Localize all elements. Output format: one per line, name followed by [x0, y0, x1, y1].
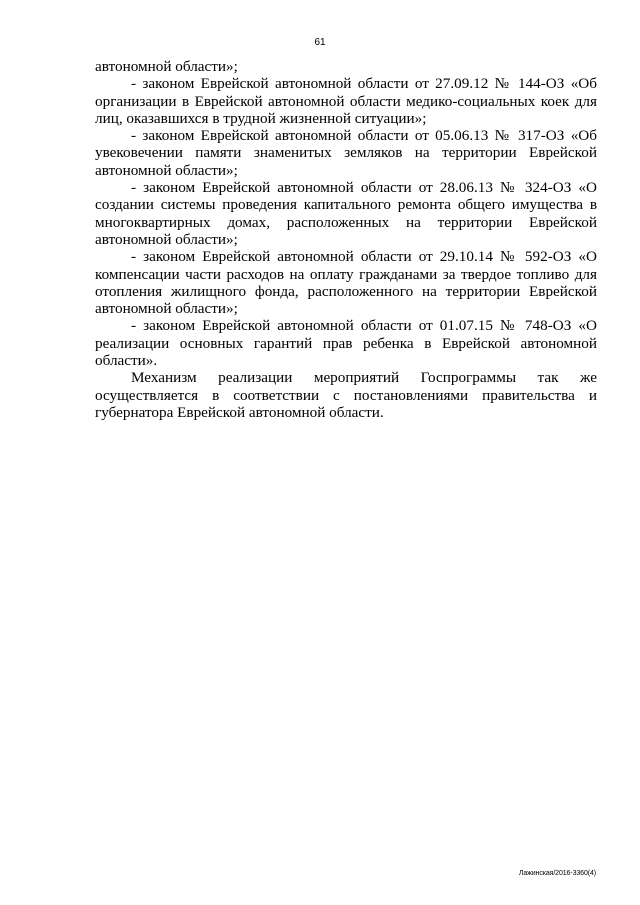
- paragraph-law-592: - законом Еврейской автономной области от 29.10.14 № 592-ОЗ «О компенсации части расходов на оплату гражданами за твердое топливо для отопления жилищного фонда, расположенного на территории Еврейской автономной области»;: [95, 248, 597, 318]
- paragraph-law-144: - законом Еврейской автономной области от 27.09.12 № 144-ОЗ «Об организации в Еврейской автономной области медико-социальных коек для лиц, оказавшихся в трудной жизненной ситуации»;: [95, 75, 597, 127]
- page-number: 61: [314, 37, 326, 48]
- paragraph-law-748: - законом Еврейской автономной области от 01.07.15 № 748-ОЗ «О реализации основных гарантий прав ребенка в Еврейской автономной области».: [95, 317, 597, 370]
- document-body: [95, 58, 597, 421]
- paragraph-law-317: - законом Еврейской автономной области от 05.06.13 № 317-ОЗ «Об увековечении памяти знаменитых земляков на территории Еврейской автономной области»;: [95, 127, 597, 179]
- footer-document-code: Лажинская/2016-3360(4): [518, 870, 596, 877]
- paragraph-law-324: - законом Еврейской автономной области от 28.06.13 № 324-ОЗ «О создании системы проведения капитального ремонта общего имущества в многоквартирных домах, расположенных на территории Еврейской автономной области»;: [95, 179, 597, 248]
- paragraph-continuation: автономной области»;: [95, 58, 238, 75]
- paragraph-mechanism: Механизм реализации мероприятий Госпрограммы так же осуществляется в соответствии с постановлениями правительства и губернатора Еврейской автономной области.: [95, 369, 597, 421]
